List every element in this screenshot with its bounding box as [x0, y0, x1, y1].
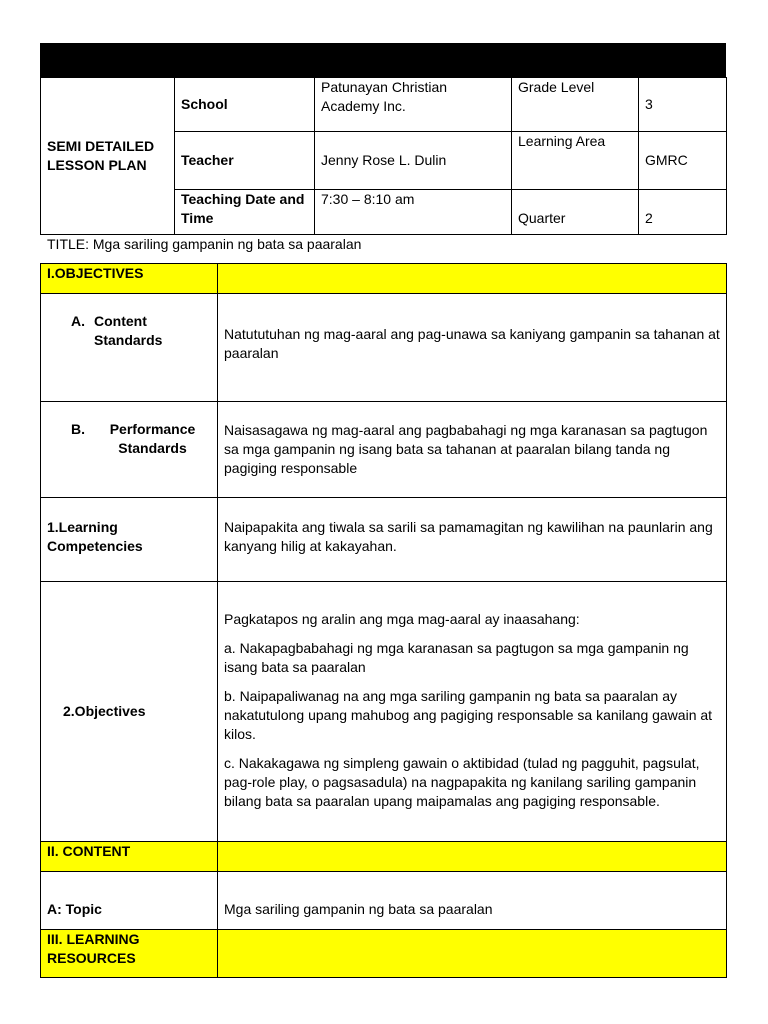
teacher-label: Teacher: [175, 132, 315, 190]
objectives-label: 2.Objectives: [41, 582, 218, 842]
teaching-date-value: 7:30 – 8:10 am: [315, 190, 512, 235]
quarter-label: Quarter: [512, 190, 639, 235]
performance-standards-label-text: Performance Standards: [109, 421, 196, 456]
grade-level-label: Grade Level: [512, 78, 639, 132]
objective-b: b. Naipapaliwanag na ang mga sariling gampanin ng bata sa paaralan ay nakatutulong upang mahubog ang pagiging responsable sa kanilang gawain at kilos.: [224, 688, 713, 742]
quarter-value: 2: [639, 190, 727, 235]
plan-type-label: SEMI DETAILED LESSON PLAN: [41, 78, 175, 235]
lesson-title: TITLE: Mga sariling gampanin ng bata sa paaralan: [47, 236, 362, 252]
performance-standards-text: Naisasagawa ng mag-aaral ang pagbabahagi ng mga karanasan sa pagtugon sa mga gampanin ng isang bata sa tahanan at paaralan bilang tanda ng pagiging responsable: [218, 402, 727, 498]
grade-level-value: 3: [639, 78, 727, 132]
objective-c: c. Nakakagawa ng simpleng gawain o aktibidad (tulad ng pagguhit, pagsulat, pag-role play, o pagsasadula) na nagpapakita ng kanilang sariling gampanin bilang bata sa paaralan upang maipamalas ang pagiging responsable.: [224, 755, 700, 809]
teacher-value: Jenny Rose L. Dulin: [315, 132, 512, 190]
topic-value: Mga sariling gampanin ng bata sa paaralan: [218, 872, 727, 930]
lesson-info-table: [40, 77, 727, 235]
content-standards-text: Natututuhan ng mag-aaral ang pag-unawa sa kaniyang gampanin sa tahanan at paaralan: [218, 294, 727, 402]
objectives-heading: I.OBJECTIVES: [41, 264, 218, 294]
learning-competencies-label: 1.Learning Competencies: [41, 498, 218, 582]
performance-standards-label: B. Performance Standards: [41, 402, 218, 498]
content-heading-blank: [218, 842, 727, 872]
objectives-list: [218, 582, 727, 842]
learning-competencies-text: Naipapakita ang tiwala sa sarili sa pamamagitan ng kawilihan na paunlarin ang kanyang hilig at kakayahan.: [218, 498, 727, 582]
lesson-body-table: [40, 263, 727, 978]
teaching-date-label: Teaching Date and Time: [175, 190, 315, 235]
objectives-intro: Pagkatapos ng aralin ang mga mag-aaral ay inaasahang:: [224, 611, 580, 627]
topic-label: A: Topic: [41, 872, 218, 930]
content-standards-label: A. Content Standards: [41, 294, 218, 402]
school-value: Patunayan Christian Academy Inc.: [315, 78, 512, 132]
header-black-bar: [40, 43, 726, 77]
learning-resources-heading: III. LEARNING RESOURCES: [41, 930, 218, 978]
content-standards-label-text: Content Standards: [94, 313, 163, 348]
school-label: School: [175, 78, 315, 132]
learning-area-label: Learning Area: [512, 132, 639, 190]
learning-resources-blank: [218, 930, 727, 978]
objectives-heading-blank: [218, 264, 727, 294]
learning-area-value: GMRC: [639, 132, 727, 190]
objective-a: a. Nakapagbabahagi ng mga karanasan sa pagtugon sa mga gampanin ng isang bata sa paaralan: [224, 640, 689, 675]
content-heading: II. CONTENT: [41, 842, 218, 872]
